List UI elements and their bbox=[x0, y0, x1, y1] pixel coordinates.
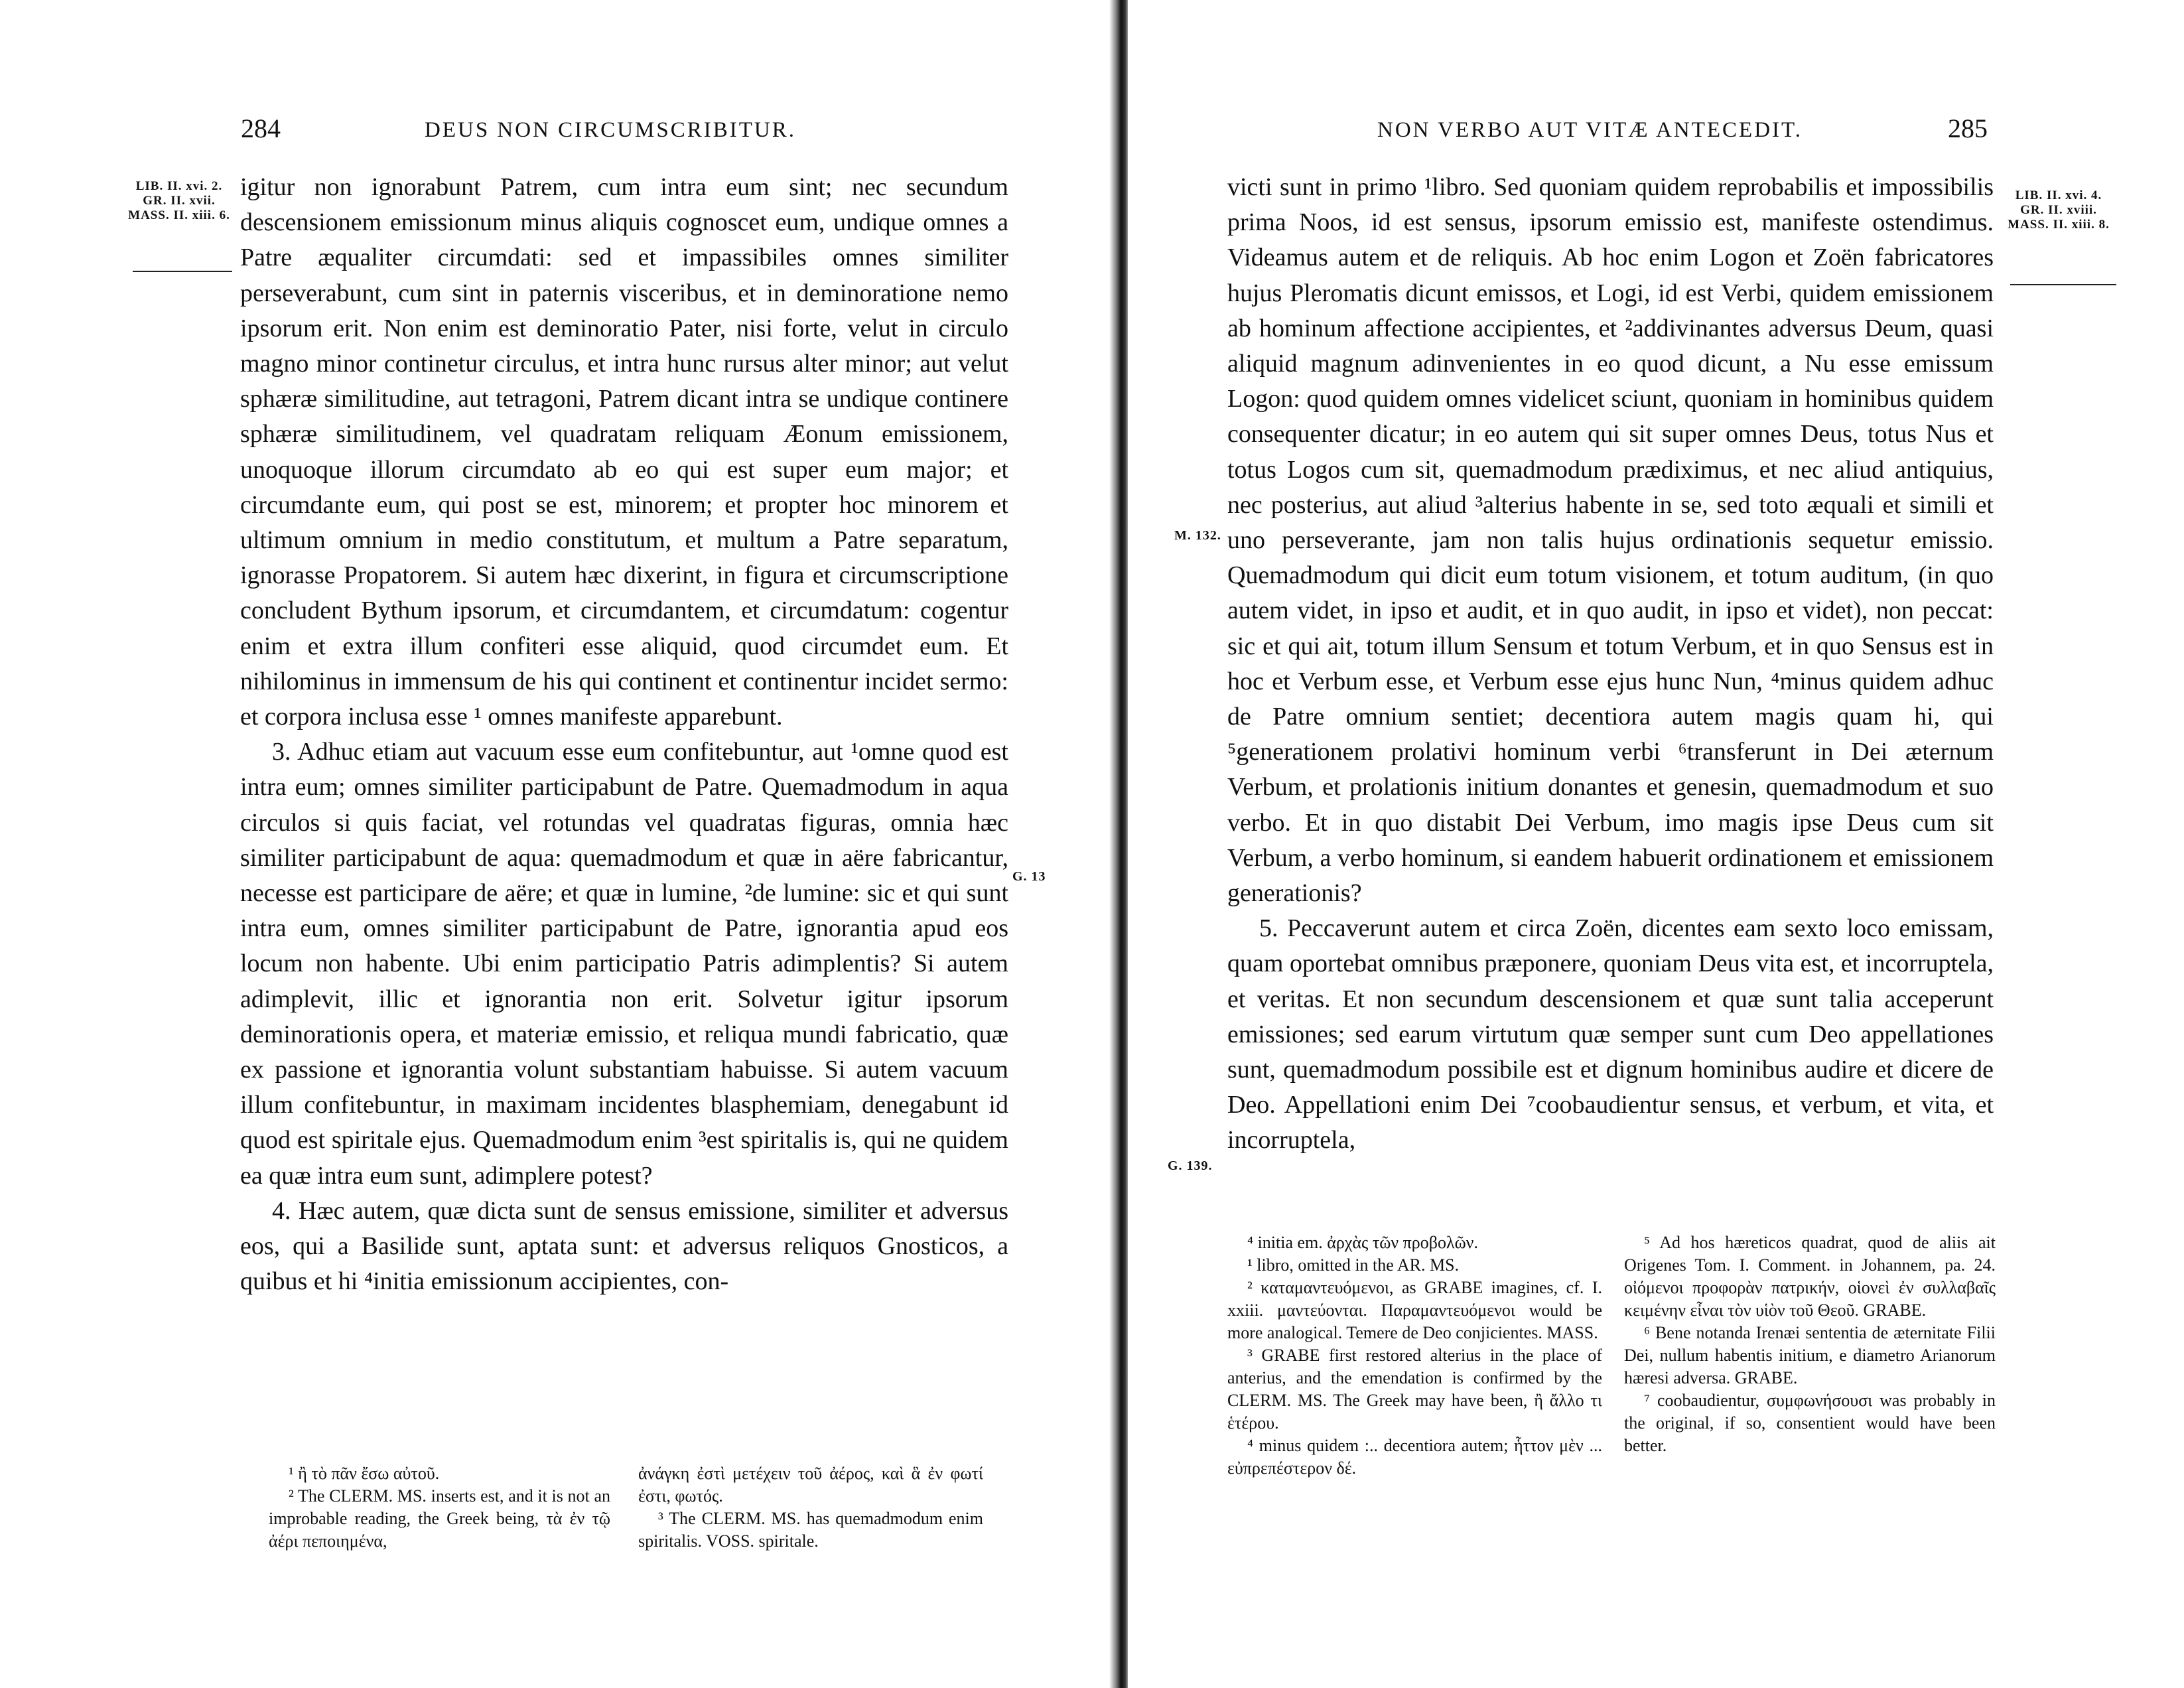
footnotes bbox=[1227, 1231, 1602, 1480]
body-text bbox=[240, 170, 1008, 1300]
margin-rule bbox=[2010, 284, 2116, 285]
footnote: ⁶ Bene notanda Irenæi sententia de æternitate Filii Dei, nullum habentis initium, e diametro Arianorum hæresi adversa. GRABE. bbox=[1624, 1323, 1996, 1387]
margin-ref-line: MASS. II. xiii. 8. bbox=[2008, 218, 2110, 232]
footnote: ⁴ minus quidem :.. decentiora autem; ἧττον μὲν ... εὐπρεπέστερον δέ. bbox=[1227, 1436, 1602, 1478]
paragraph: 4. Hæc autem, quæ dicta sunt de sensus emissione, similiter et adversus eos, qui a Basilide sunt, aptata sunt: et adversus reliquos Gnosticos, a quibus et hi ⁴initia emissionum accipientes, con- bbox=[240, 1196, 1008, 1296]
page-number: 285 bbox=[1948, 113, 1988, 143]
footnote: ² καταμαντευόμενοι, as GRABE imagines, cf. I. xxiii. μαντεύονται. Παραμαντευόμενοι would be more analogical. Temere de Deo conjicientes. MASS. bbox=[1227, 1278, 1602, 1342]
footnote: ⁴ initia em. ἀρχὰς τῶν προβολῶν. bbox=[1247, 1233, 1478, 1252]
footnote: ¹ ἢ τὸ πᾶν ἔσω αὐτοῦ. bbox=[289, 1464, 440, 1483]
footnote: ¹ libro, omitted in the AR. MS. bbox=[1247, 1255, 1460, 1275]
margin-ref-line: LIB. II. xvi. 4. bbox=[2015, 188, 2102, 202]
footnotes bbox=[638, 1462, 983, 1553]
margin-marker: M. 132. bbox=[1174, 528, 1221, 543]
margin-rule bbox=[133, 271, 232, 272]
footnote: ἀνάγκη ἐστὶ μετέχειν τοῦ ἀέρος, καὶ ἃ ἐν φωτί ἐστι, φωτός. bbox=[638, 1464, 983, 1506]
margin-ref-line: LIB. II. xvi. 2. bbox=[135, 179, 223, 193]
body-text bbox=[1227, 170, 1994, 1159]
page-number: 284 bbox=[241, 113, 281, 143]
margin-reference bbox=[2002, 188, 2115, 232]
paragraph: 3. Adhuc etiam aut vacuum esse eum confitebuntur, aut ¹omne quod est intra eum; omnes similiter participabunt de Patre. Quemadmodum in aqua circulos si quis faciat, vel rotundas vel quadratas figuras, omnia hæc similiter participabunt de aqua: quemadmodum et quæ in aëre fabricantur, necesse est participare de aëre; et quæ in lumine, ²de lumine: sic et qui sunt intra eum, omnes similiter participabunt de Patre, ignorantia apud eos locum non habente. Ubi enim participatio Patris adimplentis? Si autem adimplevit, illic et ignorantia non erit. Solvetur igitur ipsorum deminorationis opera, et materiæ emissio, et reliqua mundi fabricatio, quæ ex passione et ignorantia volunt substantiam habuisse. Si autem vacuum illum confitebuntur, in maximam incidentes blasphemiam, denegabunt id quod est spiritale ejus. Quemadmodum enim ³est spiritalis is, qui ne quidem ea quæ intra eum sunt, adimplere potest? bbox=[240, 738, 1008, 1190]
footnote: ⁵ Ad hos hæreticos quadrat, quod de aliis ait Origenes Tom. I. Comment. in Johannem, pa. 24. οἰόμενοι προφορὰν πατρικήν, οἱονεὶ ἐν συλλαβαῖς κειμένην εἶναι τὸν υἱὸν τοῦ Θεοῦ. GRABE. bbox=[1624, 1233, 1996, 1320]
right-page bbox=[1128, 0, 2184, 1688]
paragraph: 5. Peccaverunt autem et circa Zoën, dicentes eam sexto loco emissam, quam oportebat omnibus præponere, quoniam Deus vita est, et incorruptela, et veritas. Et non secundum descensionem et quæ sunt talia acceperunt emissiones; sed earum virtutum quæ semper sunt cum Deo appellationes sunt, quemadmodum possibile est et dignum hominibus audire et dicere de Deo. Appellationi enim Dei ⁷coobaudientur sensus, et verbum, et vita, et incorruptela, bbox=[1227, 914, 1994, 1155]
footnote: ² The CLERM. MS. inserts est, and it is not an improbable reading, the Greek being, τὰ ἐν τῷ ἀέρι πεποιημένα, bbox=[269, 1486, 610, 1551]
margin-marker: G. 139. bbox=[1168, 1159, 1213, 1173]
footnotes bbox=[269, 1462, 610, 1553]
margin-ref-line: GR. II. xvii. bbox=[143, 194, 216, 208]
margin-marker: G. 13 bbox=[1012, 869, 1046, 884]
margin-reference bbox=[126, 179, 232, 223]
footnotes bbox=[1624, 1231, 1996, 1457]
paragraph: victi sunt in primo ¹libro. Sed quoniam quidem reprobabilis et impossibilis prima Noos, id est sensus, ipsorum emissio est, manifeste ostendimus. Videamus autem et de reliquis. Ab hoc enim Logon et Zoën fabricatores hujus Pleromatis dicunt emissos, et Logi, id est Verbi, quidem emissionem ab hominum affectione accipientes, et ²addivinantes adversus Deum, quasi aliquid magnum adinvenientes in eo quod dicunt, a Nu esse emissum Logon: quod quidem omnes videlicet sciunt, quoniam in hominibus quidem consequenter dicatur; in eo autem qui sit super omnes Deus, totus Nus et totus Logos cum sit, quemadmodum prædiximus, et nec aliud antiquius, nec posterius, aut aliud ³alterius habente in se, sed toto æquali et simili et uno perseverante, jam non talis hujus ordinationis sequetur emissio. Quemadmodum qui dicit eum totum visionem, et totum auditum, (in quo autem videt, in ipso et audit, et in quo audit, in ipso et videt), non peccat: sic et qui ait, totum illum Sensum et totum Verbum, et in quo Sensus est in hoc et Verbum esse, et Verbum esse ejus hunc Nun, ⁴minus quidem adhuc de Patre omnium sentiet; decentiora autem magis quam hi, qui ⁵generationem prolativi hominum verbi ⁶transferunt in Dei æternum Verbum, et prolationis initium donantes et genesin, quemadmodum et suo verbo. Et in quo distabit Dei Verbum, imo magis ipse Deus cum sit Verbum, a verbo hominum, si eandem habuerit ordinationem et emissionem generationis? bbox=[1227, 173, 1994, 908]
running-head: NON VERBO AUT VITÆ ANTECEDIT. bbox=[1377, 118, 1803, 142]
margin-ref-line: MASS. II. xiii. 6. bbox=[128, 208, 230, 222]
footnote: ⁷ coobaudientur, συμφωνήσουσι was probably in the original, if so, consentient would have been better. bbox=[1624, 1391, 1996, 1455]
footnote: ³ The CLERM. MS. has quemadmodum enim spiritalis. VOSS. spiritale. bbox=[638, 1509, 983, 1551]
running-head: DEUS NON CIRCUMSCRIBITUR. bbox=[425, 118, 796, 142]
margin-ref-line: GR. II. xviii. bbox=[2020, 203, 2097, 217]
paragraph: igitur non ignorabunt Patrem, cum intra eum sint; nec secundum descensionem emissionum minus aliquis cognoscet eum, undique omnes a Patre æqualiter circumdati: sed et impassibiles omnes similiter perseverabunt, cum sint in paternis visceribus, et in deminoratione nemo ipsorum erit. Non enim est deminoratio Pater, nisi forte, velut in circulo magno minor continetur circulus, et intra hunc rursus alter minor; aut velut sphæræ similitudine, aut tetragoni, Patrem dicant intra se undique continere sphæræ similitudinem, vel quadratam reliquam Æonum emissionem, unoquoque illorum circumdato ab eo qui est super eum major; et circumdante eum, qui post se est, minorem; et propter hoc minorem et ultimum omnium in medio constitutum, et multum a Patre separatum, ignorasse Propatorem. Si autem hæc dixerint, in figura et circumscriptione concludent Bythum ipsorum, et circumdantem, et circumdatum: cogentur enim et extra illum confiteri esse aliquid, quod circumdet eum. Et nihilominus in immensum de his qui continent et continentur incidet sermo: et corpora inclusa esse ¹ omnes manifeste apparebunt. bbox=[240, 173, 1008, 731]
footnote: ³ GRABE first restored alterius in the place of anterius, and the emendation is confirmed by the CLERM. MS. The Greek may have been, ἢ ἄλλο τι ἑτέρου. bbox=[1227, 1346, 1602, 1433]
